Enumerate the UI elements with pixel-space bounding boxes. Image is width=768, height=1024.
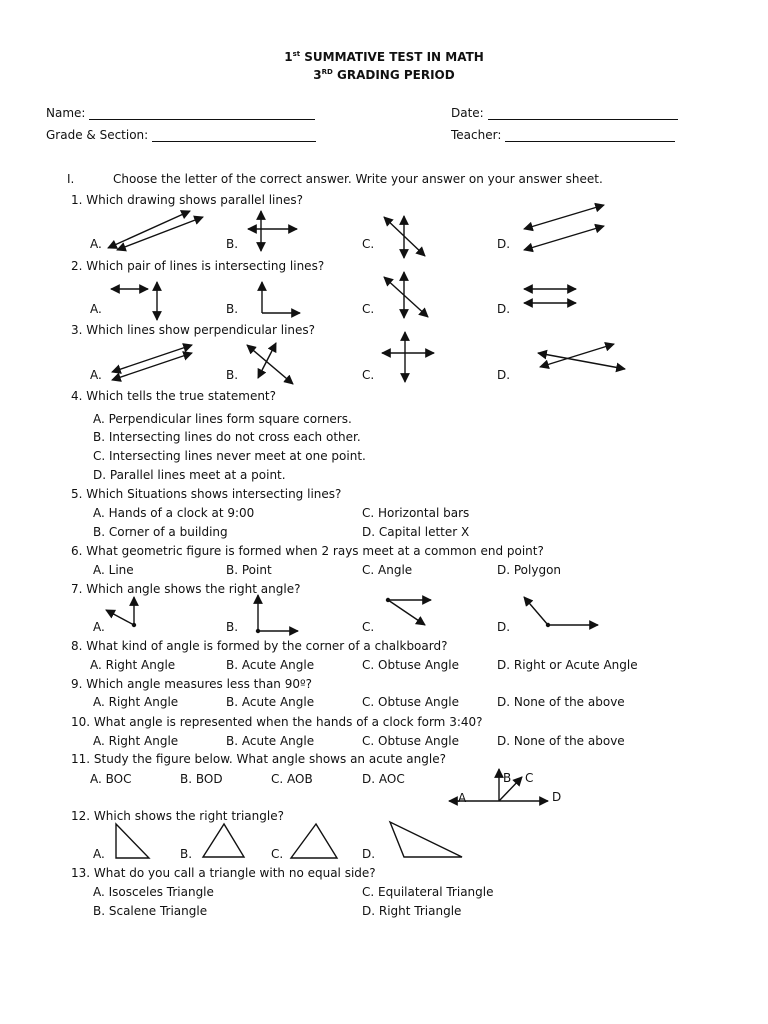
q12-option-b: B. xyxy=(180,847,193,861)
q8-option-c: C. Obtuse Angle xyxy=(362,658,459,672)
q3-figure-a xyxy=(112,345,192,380)
point-label-b: B xyxy=(503,771,512,785)
question-9: 9. Which angle measures less than 90º? xyxy=(71,677,313,691)
grading-period: 3RD GRADING PERIOD xyxy=(313,68,455,82)
instruction-text: Choose the letter of the correct answer. Write your answer on your answer sheet. xyxy=(113,172,603,186)
q9-option-d: D. None of the above xyxy=(497,695,625,709)
q12-triangle-a xyxy=(116,824,149,858)
question-8: 8. What kind of angle is formed by the corner of a chalkboard? xyxy=(71,639,448,653)
point-label-c: C xyxy=(525,771,534,785)
q5-option-b: B. Corner of a building xyxy=(93,525,228,539)
q4-option-b: B. Intersecting lines do not cross each other. xyxy=(93,430,361,444)
q7-figure-b xyxy=(256,595,298,633)
q2-option-c: C. xyxy=(362,302,375,316)
q3-figure-c xyxy=(382,332,434,382)
q2-figure-a xyxy=(111,282,157,320)
q6-option-a: A. Line xyxy=(93,563,134,577)
question-10: 10. What angle is represented when the hands of a clock form 3:40? xyxy=(71,715,483,729)
q6-option-d: D. Polygon xyxy=(497,563,562,577)
question-2: 2. Which pair of lines is intersecting lines? xyxy=(71,259,325,273)
q11-angle-figure xyxy=(449,769,548,801)
q6-option-b: B. Point xyxy=(226,563,272,577)
q1-option-c: C. xyxy=(362,237,375,251)
q3-figure-b xyxy=(247,343,293,384)
q5-option-a: A. Hands of a clock at 9:00 xyxy=(93,506,255,520)
instruction-number: I. xyxy=(67,172,75,186)
q13-option-b: B. Scalene Triangle xyxy=(93,904,208,918)
q10-option-d: D. None of the above xyxy=(497,734,625,748)
question-4: 4. Which tells the true statement? xyxy=(71,389,277,403)
q1-figure-b xyxy=(248,211,297,251)
date-field: Date: xyxy=(451,106,678,120)
q7-figure-a xyxy=(106,597,136,627)
q6-option-c: C. Angle xyxy=(362,563,413,577)
q11-option-b: B. BOD xyxy=(180,772,223,786)
q1-option-a: A. xyxy=(90,237,102,251)
q10-option-b: B. Acute Angle xyxy=(226,734,315,748)
point-label-a: A xyxy=(458,791,467,805)
q3-option-a: A. xyxy=(90,368,102,382)
q2-option-d: D. xyxy=(497,302,511,316)
q1-option-d: D. xyxy=(497,237,511,251)
q1-figure-a xyxy=(108,211,203,250)
q12-option-a: A. xyxy=(93,847,105,861)
q2-option-b: B. xyxy=(226,302,239,316)
q9-option-a: A. Right Angle xyxy=(93,695,179,709)
q5-option-c: C. Horizontal bars xyxy=(362,506,470,520)
q4-option-a: A. Perpendicular lines form square corners. xyxy=(93,412,352,426)
q2-figure-c xyxy=(384,272,428,318)
q1-option-b: B. xyxy=(226,237,239,251)
q11-option-c: C. AOB xyxy=(271,772,313,786)
q1-figure-c xyxy=(384,216,425,258)
q7-option-b: B. xyxy=(226,620,239,634)
question-6: 6. What geometric figure is formed when 2 rays meet at a common end point? xyxy=(71,544,544,558)
q4-option-d: D. Parallel lines meet at a point. xyxy=(93,468,286,482)
question-5: 5. Which Situations shows intersecting lines? xyxy=(71,487,342,501)
q10-option-a: A. Right Angle xyxy=(93,734,179,748)
grade-section-field: Grade & Section: xyxy=(46,128,316,142)
q3-figure-d xyxy=(538,344,625,369)
q8-option-d: D. Right or Acute Angle xyxy=(497,658,638,672)
q8-option-a: A. Right Angle xyxy=(90,658,176,672)
test-title: 1st SUMMATIVE TEST IN MATH xyxy=(284,50,484,64)
question-7: 7. Which angle shows the right angle? xyxy=(71,582,301,596)
q11-option-d: D. AOC xyxy=(362,772,405,786)
q12-triangle-c xyxy=(291,824,337,858)
q4-option-c: C. Intersecting lines never meet at one point. xyxy=(93,449,366,463)
q10-option-c: C. Obtuse Angle xyxy=(362,734,459,748)
q3-option-c: C. xyxy=(362,368,375,382)
q12-triangle-b xyxy=(203,824,244,857)
question-1: 1. Which drawing shows parallel lines? xyxy=(71,193,303,207)
q13-option-d: D. Right Triangle xyxy=(362,904,462,918)
q8-option-b: B. Acute Angle xyxy=(226,658,315,672)
q5-option-d: D. Capital letter X xyxy=(362,525,470,539)
q9-option-b: B. Acute Angle xyxy=(226,695,315,709)
q2-figure-d xyxy=(524,289,576,303)
question-11: 11. Study the figure below. What angle shows an acute angle? xyxy=(71,752,446,766)
q13-option-c: C. Equilateral Triangle xyxy=(362,885,494,899)
name-field: Name: xyxy=(46,106,315,120)
q7-option-d: D. xyxy=(497,620,511,634)
q7-option-c: C. xyxy=(362,620,375,634)
q13-option-a: A. Isosceles Triangle xyxy=(93,885,214,899)
q12-option-d: D. xyxy=(362,847,376,861)
q12-triangle-d xyxy=(390,822,462,857)
question-3: 3. Which lines show perpendicular lines? xyxy=(71,323,316,337)
q1-figure-d xyxy=(524,205,604,250)
q2-option-a: A. xyxy=(90,302,102,316)
q7-figure-c xyxy=(386,598,431,625)
q9-option-c: C. Obtuse Angle xyxy=(362,695,459,709)
q2-figure-b xyxy=(262,282,300,313)
q3-option-b: B. xyxy=(226,368,239,382)
question-13: 13. What do you call a triangle with no equal side? xyxy=(71,866,376,880)
q12-option-c: C. xyxy=(271,847,284,861)
q3-option-d: D. xyxy=(497,368,511,382)
q7-option-a: A. xyxy=(93,620,105,634)
q11-option-a: A. BOC xyxy=(90,772,132,786)
question-12: 12. Which shows the right triangle? xyxy=(71,809,284,823)
q7-figure-d xyxy=(524,597,598,627)
teacher-field: Teacher: xyxy=(451,128,675,142)
point-label-d: D xyxy=(552,790,562,804)
